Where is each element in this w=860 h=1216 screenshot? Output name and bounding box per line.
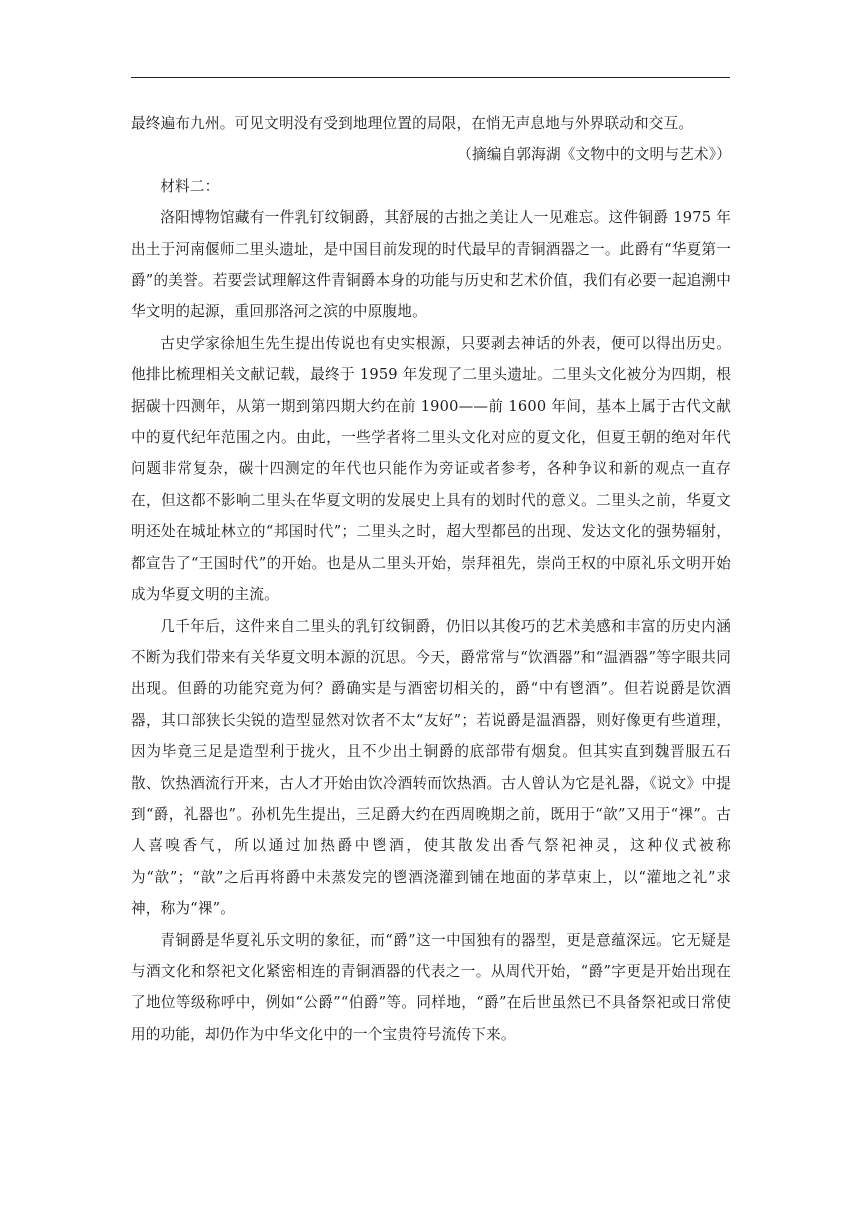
paragraph: 青铜爵是华夏礼乐文明的象征，而“爵”这一中国独有的器型，更是意蕴深远。它无疑是与酒文化和祭祀文化紧密相连的青铜酒器的代表之一。从周代开始，“爵”字更是开始出现在了地位等级称呼中，例如“公爵”“伯爵”等。同样地，“爵”在后世虽然已不具备祭祀或日常使用的功能，却仍作为中华文化中的一个宝贵符号流传下来。 bbox=[131, 931, 731, 1043]
continuation-text: 最终遍布九州。可见文明没有受到地理位置的局限，在悄无声息地与外界联动和交互。 bbox=[131, 115, 694, 132]
section-heading: 材料二： bbox=[160, 177, 220, 195]
source-citation: （摘编自郭海湖《文物中的文明与艺术》） bbox=[457, 146, 731, 164]
paragraph: 几千年后，这件来自二里头的乳钉纹铜爵，仍旧以其俊巧的艺术美感和丰富的历史内涵不断为我们带来有关华夏文明本源的沉思。今天，爵常常与“饮酒器”和“温酒器”等字眼共同出现。但爵的功能究竟为何？爵确实是与酒密切相关的，爵“中有鬯酒”。但若说爵是饮酒器，其口部狭长尖锐的造型显然对饮者不太“友好”；若说爵是温酒器，则好像更有些道理，因为毕竟三足是造型利于拢火，且不少出土铜爵的底部带有烟炱。但其实直到魏晋服五石散、饮热酒流行开来，古人才开始由饮冷酒转而饮热酒。古人曾认为它是礼器，《说文》中提到“爵，礼器也”。孙机先生提出，三足爵大约在西周晚期之前，既用于“歆”又用于“祼”。古人喜嗅香气，所以通过加热爵中鬯酒，使其散发出香气祭祀神灵，这种仪式被称为“歆”；“歆”之后再将爵中未蒸发完的鬯酒浇灌到铺在地面的茅草束上，以“灌地之礼”求神，称为“祼”。 bbox=[131, 617, 731, 918]
header-rule bbox=[131, 77, 730, 78]
article-body bbox=[131, 108, 731, 1050]
paragraph: 洛阳博物馆藏有一件乳钉纹铜爵，其舒展的古拙之美让人一见难忘。这件铜爵 1975 年出土于河南偃师二里头遗址，是中国目前发现的时代最早的青铜酒器之一。此爵有“华夏第一爵”的美誉。若要尝试理解这件青铜爵本身的功能与历史和艺术价值，我们有必要一起追溯中华文明的起源，重回那洛河之滨的中原腹地。 bbox=[131, 209, 731, 321]
paragraph: 古史学家徐旭生先生提出传说也有史实根源，只要剥去神话的外表，便可以得出历史。他排比梳理相关文献记载，最终于 1959 年发现了二里头遗址。二里头文化被分为四期，根据碳十四测年，从第一期到第四期大约在前 1900——前 1600 年间，基本上属于古代文献中的夏代纪年范围之内。由此，一些学者将二里头文化对应的夏文化，但夏王朝的绝对年代问题非常复杂，碳十四测定的年代也只能作为旁证或者参考，各种争议和新的观点一直存在，但这都不影响二里头在华夏文明的发展史上具有的划时代的意义。二里头之前，华夏文明还处在城址林立的“邦国时代”；二里头之时，超大型都邑的出现、发达文化的强势辐射，都宣告了“王国时代”的开始。也是从二里头开始，崇拜祖先，崇尚王权的中原礼乐文明开始成为华夏文明的主流。 bbox=[131, 334, 731, 604]
